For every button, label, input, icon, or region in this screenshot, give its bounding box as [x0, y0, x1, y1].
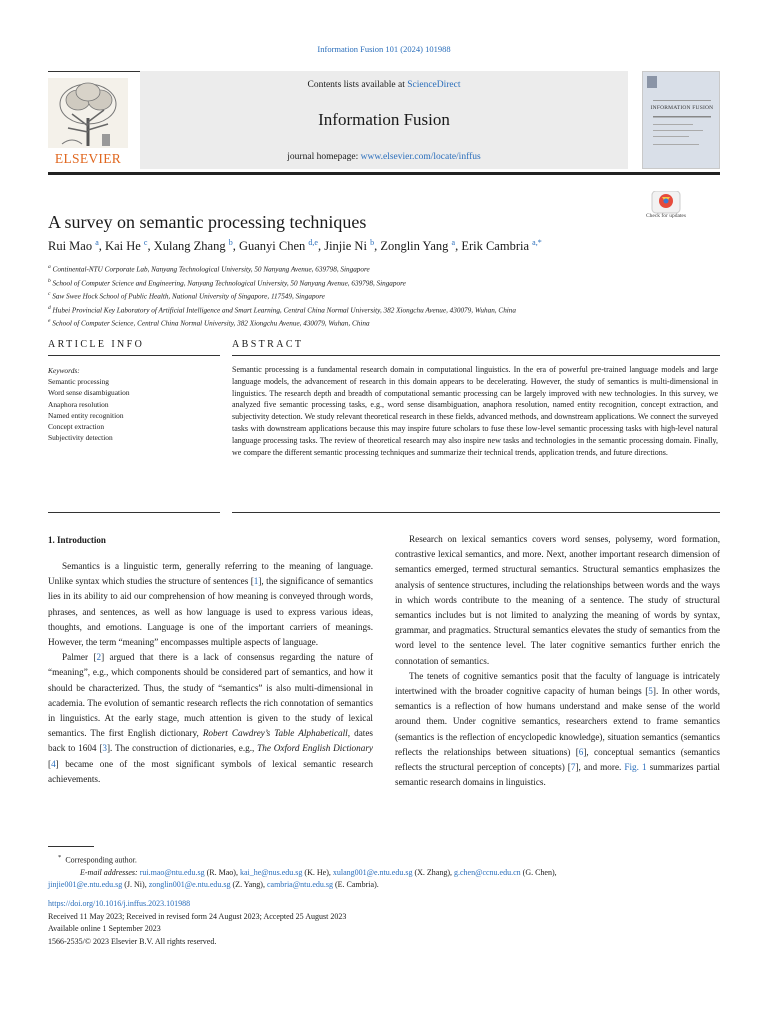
corresponding-text: Corresponding author. — [65, 855, 137, 865]
homepage-prefix: journal homepage: — [287, 152, 361, 162]
reference-link[interactable]: 2 — [96, 652, 102, 663]
sciencedirect-link[interactable]: ScienceDirect — [407, 80, 461, 90]
elsevier-wordmark: ELSEVIER — [54, 151, 122, 166]
corresponding-author-note — [48, 852, 720, 867]
author-name[interactable]: Erik Cambria — [461, 239, 530, 254]
paragraph-text: ], and more. — [575, 762, 625, 773]
affiliation-mark: b — [48, 277, 51, 284]
keywords-bottom-rule — [48, 512, 220, 513]
author-name[interactable]: Rui Mao — [48, 239, 93, 254]
affiliation-mark: e — [48, 318, 51, 325]
author-affiliation-mark[interactable]: b — [228, 238, 233, 247]
body-paragraph — [395, 669, 720, 791]
email-owner: (J. Ni), — [122, 880, 149, 890]
received-dates: Received 11 May 2023; Received in revised form 24 August 2023; Accepted 25 August 2023 — [48, 911, 347, 921]
email-link[interactable]: xulang001@e.ntu.edu.sg — [332, 868, 413, 878]
available-online: Available online 1 September 2023 — [48, 924, 161, 934]
check-for-updates-icon[interactable] — [646, 191, 686, 229]
email-owner: (Z. Yang), — [230, 880, 267, 890]
keyword-item: Subjectivity detection — [48, 433, 113, 443]
reference-link[interactable]: 7 — [570, 762, 576, 773]
affiliation-mark: c — [48, 291, 51, 298]
paragraph-text: ], conceptual semantics (semantics reflects the structural perception of concepts) [ — [395, 746, 720, 773]
body-column-right — [395, 532, 720, 790]
email-owner: (R. Mao), — [204, 868, 240, 878]
article-info-heading: ARTICLE INFO — [48, 339, 145, 350]
italic-title: The Oxford English Dictionary — [257, 743, 373, 754]
affiliation-text: School of Computer Science, Central China Normal University, 382 Xiongchu Avenue, 430079, Wuhan, China — [52, 319, 370, 328]
publication-info — [48, 898, 720, 948]
author-list: Rui Mao $^a$, Kai He $^c$, Xulang Zhang $^b$, Guanyi Chen $^{d,e}$, Jinjie Ni $^b$, Zonglin Yang $^a$, Erik Cambria $^{a,*}$ — [48, 238, 542, 254]
email-line — [48, 867, 720, 879]
affiliation-line — [48, 276, 720, 290]
contents-available — [140, 80, 628, 90]
keyword-item: Word sense disambiguation — [48, 388, 130, 398]
journal-cover-thumbnail[interactable] — [642, 71, 720, 169]
keywords-block — [48, 365, 220, 443]
abstract-text: Semantic processing is a fundamental research domain in computational linguistics. In the era of powerful pre-trained language models and large language models, the advancement of research in this domain appears to be decelerating. However, the study of semantics is multi-dimensional in linguistics. The research depth and breadth of computational semantic processing can be largely improved with new technologies. In this survey, we analyzed five semantic processing tasks, e.g., word sense disambiguation, anaphora resolution, named entity recognition, concept extraction, and subjectivity detection. We study relevant theoretical research in these fields, advanced methods, and downstream applications. We connect the surveyed tasks with downstream applications because this may inspire future scholars to fuse these low-level semantic processing tasks with high-level natural language processing tasks. The review of theoretical research may also inspire new tasks and technologies in the semantic processing domain. Finally, we compare the different semantic processing techniques and summarize their technical trends, application trends, and future directions. — [232, 365, 718, 457]
cover-title: INFORMATION FUSION — [650, 105, 714, 111]
keyword-item: Concept extraction — [48, 422, 105, 432]
paragraph-text: ] became one of the most significant symbols of lexical semantic research achievements. — [48, 758, 373, 784]
email-owner: (X. Zhang), — [412, 868, 454, 878]
author-affiliation-mark[interactable]: d,e — [308, 238, 318, 247]
paragraph-text: summarizes partial semantic research domains in linguistics. — [395, 762, 720, 788]
paragraph-text: Semantics is a linguistic term, generally referring to the meaning of language. Unlike syntax which studies the structure of sentences [ — [48, 561, 373, 587]
paragraph-text: , dates back to 1604 [ — [48, 728, 373, 754]
affiliation-text: Continental-NTU Corporate Lab, Nanyang Technological University, 50 Nanyang Avenue, 639798, Singapore — [52, 265, 370, 274]
copyright: 1566-2535/© 2023 Elsevier B.V. All rights reserved. — [48, 936, 217, 946]
email-link[interactable]: kai_he@nus.edu.sg — [239, 868, 303, 878]
cover-artwork — [643, 72, 719, 168]
footnote-rule — [48, 846, 94, 847]
reference-link[interactable]: 5 — [648, 686, 653, 697]
paragraph-text: The tenets of cognitive semantics posit that the faculty of language is intricately intertwined with the broader cognitive capacity of human beings [ — [395, 670, 720, 697]
reference-link[interactable]: 4 — [51, 758, 56, 769]
figure-link[interactable]: Fig. 1 — [624, 762, 647, 773]
masthead-bottom-rule — [48, 172, 720, 175]
affiliation-mark: a — [48, 264, 51, 270]
author-affiliation-mark[interactable]: a — [95, 238, 99, 247]
author-affiliation-mark[interactable]: c — [143, 238, 148, 247]
paragraph-text: ] argued that there is a lack of consensus regarding the nature of “meaning”, e.g., which components should be considered part of semantics, and how it should be characterized. Thus, the study of “semantics” is also multi-dimensional in academia. The evolution of semantic research reflects the rich connotation of semantics in linguistics. At the early stage, much attention is given to the study of lexical semantics. The first English dictionary, — [48, 652, 374, 739]
journal-name: Information Fusion — [318, 110, 450, 129]
homepage-link[interactable]: www.elsevier.com/locate/inffus — [360, 152, 481, 162]
abstract-bottom-rule — [232, 512, 720, 513]
check-for-updates-label[interactable]: Check for updates — [645, 213, 686, 219]
journal-homepage — [140, 152, 628, 162]
body-paragraph: Research on lexical semantics covers word senses, polysemy, word formation, contrastive lexical semantics, and more. Next, another important research dimension of semantics emerged, termed structural semantics. Structural semantics emphasizes the analysis of sentence structures, including the relationships between words and the ways in which words contribute to the meaning of a sentence. The study of structural semantics includes but is not limited to analyzing the meaning of words by syntax, grammar, and pragmatics. Structural semantics elevates the study of semantics from the word level to the sentence level. The later cognitive semantics further enrich the connotation of semantics. — [395, 534, 720, 666]
email-link[interactable]: zonglin001@e.ntu.edu.sg — [148, 880, 231, 890]
body-column-left — [48, 559, 373, 787]
keyword-item: Semantic processing — [48, 377, 109, 387]
reference-link[interactable]: 3 — [102, 743, 107, 754]
contents-prefix: Contents lists available at — [307, 80, 408, 90]
email-owner: (K. He), — [302, 868, 333, 878]
paragraph-text: [ — [48, 758, 52, 769]
affiliation-text: Saw Swee Hock School of Public Health, National University of Singapore, 117549, Singapore — [52, 292, 325, 301]
affiliation-mark: d — [48, 304, 51, 311]
affiliation-text: School of Computer Science and Engineering, Nanyang Technological University, 50 Nanyang Avenue, 639798, Singapore — [52, 278, 406, 287]
article-info-rule — [48, 355, 220, 356]
email-link[interactable]: cambria@ntu.edu.sg — [266, 880, 333, 890]
italic-title: Robert Cawdrey’s Table Alphabeticall — [202, 728, 348, 739]
affiliation-text: Hubei Provincial Key Laboratory of Artificial Intelligence and Smart Learning, Central China Normal University, 382 Xiongchu Avenue, 430079, Wuhan, China — [52, 306, 516, 315]
email-line — [48, 879, 720, 891]
paragraph-text: ]. The construction of dictionaries, e.g., — [106, 743, 258, 754]
abstract-rule — [232, 355, 720, 356]
email-owner: (G. Chen), — [520, 868, 557, 878]
affiliation-line — [48, 262, 720, 276]
article-title: A survey on semantic processing techniques — [48, 212, 367, 232]
keywords-label: Keywords: — [48, 366, 80, 375]
author-affiliation-mark[interactable]: a,* — [532, 238, 542, 247]
journal-citation-link[interactable]: Information Fusion 101 (2024) 101988 — [317, 44, 451, 54]
abstract-heading: ABSTRACT — [232, 339, 304, 350]
doi-link[interactable]: https://doi.org/10.1016/j.inffus.2023.101988 — [48, 899, 191, 908]
email-link[interactable]: g.chen@ccnu.edu.cn — [453, 868, 521, 878]
author-name[interactable]: Xulang Zhang — [153, 239, 226, 254]
email-label: E-mail addresses: — [80, 868, 140, 878]
section-heading-introduction: 1. Introduction — [48, 535, 106, 545]
affiliation-line — [48, 303, 720, 317]
body-paragraph — [48, 559, 373, 650]
author-name[interactable]: Kai He — [105, 239, 141, 254]
affiliation-line — [48, 316, 720, 330]
affiliations — [48, 262, 720, 330]
reference-link[interactable]: 6 — [578, 746, 584, 757]
paragraph-text: ], the significance of semantics lies in its ability to aid our comprehension of how meaning is conveyed through words, phrases, and sentences, as well as how language is used to express various ideas, thoughts, and emotions. Language is one of the important carriers of meanings. However, the term “meaning” encompasses multiple aspects of language. — [48, 576, 373, 648]
author-name[interactable]: Guanyi Chen — [238, 239, 306, 254]
author-name[interactable]: Zonglin Yang — [380, 239, 449, 254]
keyword-item: Anaphora resolution — [48, 399, 109, 409]
author-name[interactable]: Jinjie Ni — [324, 239, 367, 254]
keyword-item: Named entity recognition — [48, 410, 124, 420]
affiliation-line — [48, 289, 720, 303]
asterisk-mark: * — [58, 854, 62, 861]
author-affiliation-mark[interactable]: a — [451, 238, 456, 247]
reference-link[interactable]: 1 — [253, 576, 259, 587]
email-owner: (E. Cambria). — [332, 880, 379, 890]
paragraph-text: Palmer [ — [62, 652, 97, 663]
footnotes — [48, 852, 720, 892]
email-link[interactable]: rui.mao@ntu.edu.sg — [139, 868, 205, 878]
author-affiliation-mark[interactable]: b — [370, 238, 375, 247]
email-link[interactable]: jinjie001@e.ntu.edu.sg — [48, 880, 123, 890]
paragraph-text: ]. In other words, semantics is a reflection of how humans understand and make sense of the world around them. Under cognitive semantics, researchers extend to frame semantics (semantics is the reflection of encyclopedic knowledge), situation semantics (semantics reflects the relationships between situations) [ — [395, 686, 720, 757]
body-paragraph — [48, 650, 373, 787]
